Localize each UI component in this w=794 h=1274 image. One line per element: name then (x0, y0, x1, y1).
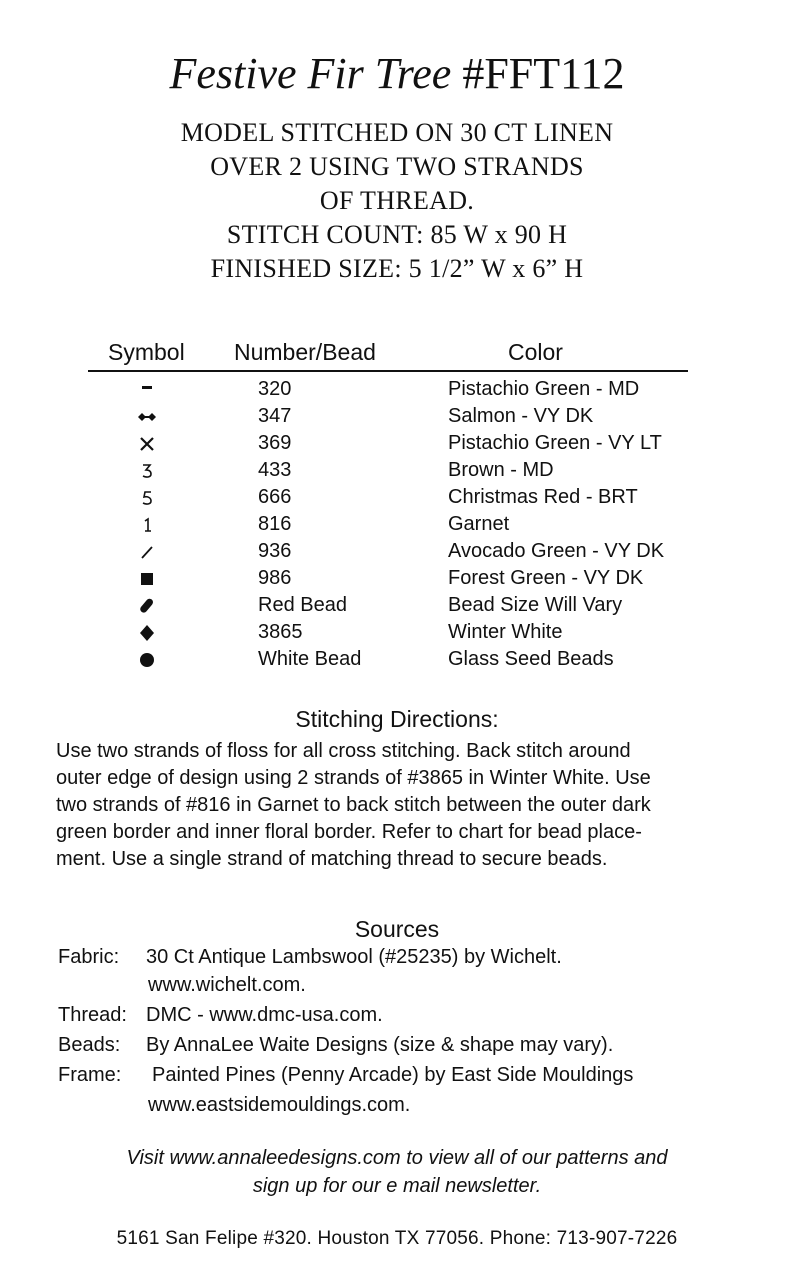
thread-number: 3865 (258, 621, 303, 643)
stitching-directions (56, 738, 756, 873)
directions-title: Stitching Directions: (295, 706, 499, 732)
number-column-header: Number/Bead (234, 339, 376, 365)
spec-line: OVER 2 USING TWO STRANDS (210, 152, 584, 181)
contact-address: 5161 San Felipe #320. Houston TX 77056. Phone: 713-907-7226 (116, 1228, 678, 1249)
thread-color: Avocado Green - VY DK (448, 540, 665, 562)
thread-color: Glass Seed Beads (448, 648, 614, 670)
color-key-header (88, 336, 688, 372)
color-column-header: Color (508, 339, 563, 365)
thread-color: Pistachio Green - MD (448, 378, 640, 400)
thread-number: 320 (258, 378, 292, 400)
source-value: DMC - www.dmc-usa.com. (146, 1004, 383, 1026)
double-diamond-symbol-icon (130, 403, 164, 430)
table-row (0, 376, 794, 403)
table-row (0, 592, 794, 619)
table-row (0, 646, 794, 673)
thread-number: Red Bead (258, 594, 347, 616)
table-row (0, 511, 794, 538)
thread-number: 666 (258, 486, 292, 508)
thread-number: White Bead (258, 648, 362, 670)
thread-color: Bead Size Will Vary (448, 594, 623, 616)
thread-number: 369 (258, 432, 292, 454)
table-row (0, 484, 794, 511)
thread-color: Pistachio Green - VY LT (448, 432, 662, 454)
page-title (0, 46, 794, 102)
website-note (0, 1144, 794, 1200)
dash-symbol-icon (130, 376, 164, 403)
table-row (0, 619, 794, 646)
thread-number: 816 (258, 513, 292, 535)
diamond-symbol-icon (130, 619, 164, 646)
source-label: Frame: (58, 1064, 122, 1086)
thread-color: Forest Green - VY DK (448, 567, 644, 589)
color-key-table (0, 376, 794, 673)
thread-color: Salmon - VY DK (448, 405, 594, 427)
table-row (0, 430, 794, 457)
thread-number: 936 (258, 540, 292, 562)
stitch-count: STITCH COUNT: 85 W x 90 H (226, 220, 568, 249)
source-label: Fabric: (58, 946, 120, 968)
directions-line: ment. Use a single strand of matching thread to secure beads. (56, 848, 608, 870)
visit-line: sign up for our e mail newsletter. (252, 1175, 542, 1197)
model-specs (0, 116, 794, 286)
thread-color: Garnet (448, 513, 510, 535)
table-row (0, 565, 794, 592)
source-value: By AnnaLee Waite Designs (size & shape may vary). (146, 1034, 614, 1056)
slash-symbol-icon (130, 538, 164, 565)
directions-line: green border and inner floral border. Refer to chart for bead place- (56, 821, 642, 843)
thread-color: Winter White (448, 621, 563, 643)
thread-number: 986 (258, 567, 292, 589)
thread-number: 347 (258, 405, 292, 427)
pattern-code: #FFT112 (462, 49, 625, 98)
sources-title: Sources (354, 916, 440, 942)
directions-line: Use two strands of floss for all cross stitching. Back stitch around (56, 740, 631, 762)
visit-line: Visit www.annaleedesigns.com to view all of our patterns and (126, 1147, 668, 1169)
source-value: 30 Ct Antique Lambswool (#25235) by Wichelt. (146, 946, 562, 968)
directions-line: outer edge of design using 2 strands of #3865 in Winter White. Use (56, 767, 651, 789)
thread-color: Brown - MD (448, 459, 554, 481)
table-row (0, 403, 794, 430)
source-label: Beads: (58, 1034, 121, 1056)
three-symbol-icon (130, 457, 164, 484)
source-label: Thread: (58, 1004, 127, 1026)
x-symbol-icon (130, 430, 164, 457)
directions-line: two strands of #816 in Garnet to back stitch between the outer dark (56, 794, 651, 816)
source-value: Painted Pines (Penny Arcade) by East Side Mouldings (152, 1064, 634, 1086)
five-symbol-icon (130, 484, 164, 511)
bead-symbol-icon (130, 592, 164, 619)
spec-line: MODEL STITCHED ON 30 CT LINEN (180, 118, 614, 147)
eastside-link[interactable]: www.eastsidemouldings.com. (148, 1094, 411, 1116)
thread-color: Christmas Red - BRT (448, 486, 638, 508)
thread-number: 433 (258, 459, 292, 481)
table-row (0, 538, 794, 565)
circle-symbol-icon (130, 646, 164, 673)
finished-size: FINISHED SIZE: 5 1/2” W x 6” H (210, 254, 584, 283)
symbol-column-header: Symbol (108, 339, 185, 365)
pattern-name: Festive Fir Tree (169, 49, 452, 98)
wichelt-link[interactable]: www.wichelt.com. (148, 974, 306, 996)
table-row (0, 457, 794, 484)
one-symbol-icon (130, 511, 164, 538)
spec-line: OF THREAD. (319, 186, 475, 215)
square-symbol-icon (130, 565, 164, 592)
